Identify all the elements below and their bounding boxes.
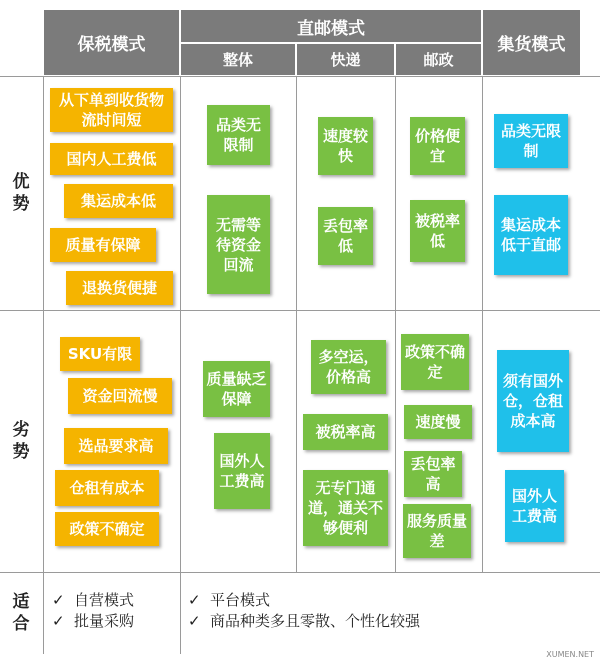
adv-postal-cheap: 价格便宜 — [410, 117, 465, 175]
suitable-others-list — [188, 590, 420, 632]
suitable-others-item — [188, 590, 420, 611]
dis-postal-poor-service: 服务质量差 — [403, 504, 471, 558]
grid-line-left — [43, 76, 44, 654]
suitable-others-item — [188, 611, 420, 632]
row-label-disadvantages-char-1: 劣 — [12, 420, 30, 440]
header-direct-mail-mode: 直邮模式 — [181, 10, 481, 42]
row-label-advantages-char-1: 优 — [12, 172, 30, 192]
row-label-advantages-char-2: 势 — [12, 194, 30, 214]
watermark: XUMEN.NET — [546, 650, 594, 659]
adv-express-faster: 速度较快 — [318, 117, 373, 175]
grid-line-top-advantages — [0, 76, 600, 77]
grid-line-overall — [296, 76, 297, 572]
dis-overall-high-labor: 国外人工费高 — [214, 433, 270, 509]
suitable-bonded-item — [52, 611, 134, 632]
dis-bonded-policy-uncertain: 政策不确定 — [55, 512, 159, 546]
header-direct-postal: 邮政 — [396, 44, 481, 75]
row-label-suitable-char-1: 适 — [12, 592, 30, 612]
grid-line-bonded — [180, 76, 181, 654]
dis-postal-slow: 速度慢 — [404, 405, 472, 439]
adv-postal-low-tax: 被税率低 — [410, 200, 465, 262]
row-label-disadvantages — [0, 310, 42, 572]
row-label-advantages — [0, 76, 42, 310]
dis-express-expensive-air: 多空运，价格高 — [311, 340, 386, 394]
grid-line-top-disadvantages — [0, 310, 600, 311]
dis-express-no-channel: 无专门通道，通关不够便利 — [303, 470, 388, 546]
row-label-suitable — [0, 572, 42, 654]
header-consolidated-mode: 集货模式 — [483, 10, 580, 75]
suitable-bonded-item — [52, 590, 134, 611]
check-icon: ✓ — [52, 612, 65, 630]
dis-postal-high-loss: 丢包率高 — [404, 451, 462, 497]
suitable-bonded-text: 自营模式 — [74, 591, 135, 609]
adv-overall-no-capital-wait: 无需等待资金回流 — [207, 195, 270, 294]
adv-bonded-fast-logistics: 从下单到收货物流时间短 — [50, 88, 173, 132]
adv-bonded-quality: 质量有保障 — [50, 228, 156, 262]
dis-express-high-tax: 被税率高 — [303, 414, 388, 450]
dis-consolidated-high-labor: 国外人工费高 — [505, 470, 564, 542]
grid-line-express — [395, 76, 396, 572]
header-direct-express: 快递 — [297, 44, 394, 75]
dis-overall-no-quality-assurance: 质量缺乏保障 — [203, 361, 270, 417]
adv-express-low-loss: 丢包率低 — [318, 207, 373, 265]
suitable-bonded-text: 批量采购 — [74, 612, 135, 630]
dis-bonded-high-selection-req: 选品要求高 — [64, 428, 168, 464]
check-icon: ✓ — [188, 591, 201, 609]
suitable-others-text: 平台模式 — [210, 591, 271, 609]
adv-consolidated-cheaper-than-direct: 集运成本低于直邮 — [494, 195, 568, 275]
suitable-others-text: 商品种类多且零散、个性化较强 — [210, 612, 421, 630]
row-label-suitable-char-2: 合 — [12, 614, 30, 634]
dis-consolidated-overseas-warehouse: 须有国外仓，仓租成本高 — [497, 350, 569, 452]
grid-line-postal — [482, 76, 483, 572]
adv-consolidated-unlimited-category: 品类无限制 — [494, 114, 568, 168]
dis-bonded-slow-capital: 资金回流慢 — [68, 378, 172, 414]
grid-line-top-suitable — [0, 572, 600, 573]
header-direct-overall: 整体 — [181, 44, 295, 75]
row-label-disadvantages-char-2: 势 — [12, 442, 30, 462]
dis-bonded-warehouse-cost: 仓租有成本 — [55, 470, 159, 506]
adv-bonded-low-shipping: 集运成本低 — [64, 184, 173, 218]
adv-bonded-low-labor: 国内人工费低 — [50, 143, 173, 175]
header-bonded-mode: 保税模式 — [44, 10, 179, 75]
dis-bonded-limited-sku: SKU有限 — [60, 337, 140, 371]
dis-postal-policy-uncertain: 政策不确定 — [401, 334, 469, 390]
adv-overall-unlimited-category: 品类无限制 — [207, 105, 270, 165]
check-icon: ✓ — [188, 612, 201, 630]
check-icon: ✓ — [52, 591, 65, 609]
adv-bonded-easy-return: 退换货便捷 — [66, 271, 173, 305]
suitable-bonded-list — [52, 590, 134, 632]
